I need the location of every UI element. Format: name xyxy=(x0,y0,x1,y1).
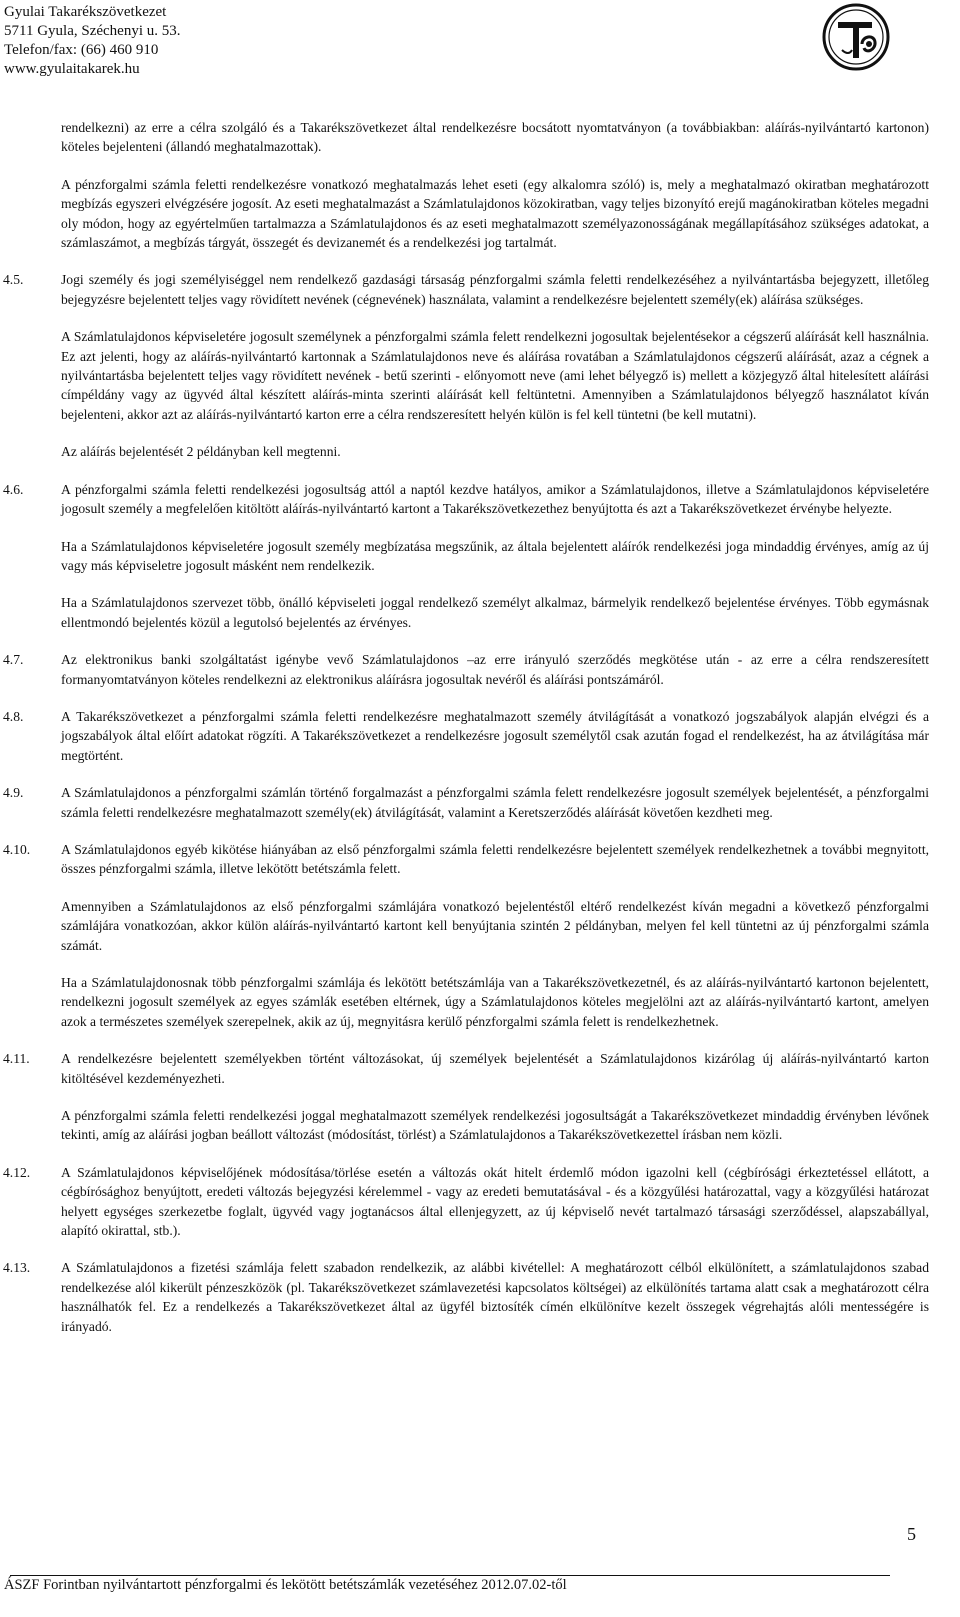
page-number: 5 xyxy=(907,1524,916,1544)
paragraph xyxy=(61,897,929,955)
section-4-6 xyxy=(3,480,929,519)
section-4-10 xyxy=(3,840,929,879)
org-address: 5711 Gyula, Széchenyi u. 53. xyxy=(4,23,181,39)
org-phone: Telefon/fax: (66) 460 910 xyxy=(4,42,159,58)
paragraph-text: A Számlatulajdonos a pénzforgalmi számlán történő forgalmazást a pénzforgalmi számla felett rendelkezésre jogosult személyek bejelentését, a pénzforgalmi számla feletti rendelkezésre meghatalmazott személy(ek) átvilágítását, valamint a Keretszerződés aláírását követően kezdheti meg. xyxy=(61,785,929,820)
paragraph-text: Az elektronikus banki szolgáltatást igénybe vevő Számlatulajdonos –az erre irányuló szerződés megkötése után - az erre a célra rendszeresített formanyomtatványon köteles rendelkezni az elektronikus aláírásra jogosultak nevéről és aláírási pontszámáról. xyxy=(61,652,929,687)
paragraph-text: A Takarékszövetkezet a pénzforgalmi számla feletti rendelkezésre meghatalmazott személy átvilágítását a vonatkozó jogszabályok alapján elvégzi és a jogszabályok által előírt adatokat rögzíti. A Takarékszövetkezet a rendelkezésre jogosult személytől csak azután fogad el rendelkezést, ha az átvilágítása már megtörtént. xyxy=(61,708,929,763)
paragraph xyxy=(61,442,929,461)
section-4-11 xyxy=(3,1049,929,1088)
paragraph-text: A pénzforgalmi számla feletti rendelkezési jogosultság attól a naptól kezdve hatályos, amikor a Számlatulajdonos, illetve a Számlatulajdonos képviseletére jogosult személy a megfelelően kitöltött aláírás-nyilvántartó kartont a Takarékszövetkezethez benyújtotta és azt a Takarékszövetkezet érvénybe helyezte. xyxy=(61,481,929,517)
paragraph xyxy=(61,1106,929,1145)
section-number: 4.13. xyxy=(3,1260,31,1276)
paragraph-text: A pénzforgalmi számla feletti rendelkezési joggal meghatalmazott személyek rendelkezési jogosultságát a Takarékszövetkezet mindaddig érvényben lévőnek tekinti, amíg az aláírási jogban beállott változást (módosítást, törlést) a Számlatulajdonos a Takarékszövetkezettel írásban nem közli. xyxy=(61,1108,929,1143)
org-name: Gyulai Takarékszövetkezet xyxy=(4,4,167,20)
paragraph-text: Ha a Számlatulajdonos szervezet több, önálló képviseleti joggal rendelkező személyt alkalmaz, bármelyik rendelkező bejelentése érvényes. Több egymásnak ellentmondó bejelentés közül a legutolsó bejelentés az érvényes. xyxy=(61,595,929,630)
section-4-12 xyxy=(3,1163,929,1241)
paragraph-text: Az aláírás bejelentését 2 példányban kell megtenni. xyxy=(61,444,341,460)
paragraph xyxy=(61,327,929,424)
paragraph-text: A rendelkezésre bejelentett személyekben történt változásokat, új személyek bejelentését a Számlatulajdonos kizárólag új aláírás-nyilvántartó karton kitöltésével kezdeményezheti. xyxy=(61,1051,929,1086)
section-4-13 xyxy=(3,1258,929,1336)
section-number: 4.12. xyxy=(3,1164,31,1180)
section-4-8 xyxy=(3,707,929,765)
footer-text: ÁSZF Forintban nyilvántartott pénzforgalmi és lekötött betétszámlák vezetéséhez 2012.07.02-től xyxy=(4,1577,567,1593)
paragraph-text: Ha a Számlatulajdonos képviseletére jogosult személy megbízatása megszűnik, az általa bejelentett aláírók rendelkezési joga mindaddig érvényes, amíg az új vagy más képviseletre jogosult másként nem rendelkezik. xyxy=(61,538,929,573)
paragraph xyxy=(61,973,929,1031)
paragraph xyxy=(61,593,929,632)
section-number: 4.7. xyxy=(3,652,24,668)
section-4-9 xyxy=(3,783,929,822)
takarekszovetkezet-logo-icon xyxy=(822,0,890,74)
document-body xyxy=(3,118,929,1354)
paragraph-text: rendelkezni) az erre a célra szolgáló és a Takarékszövetkezet által rendelkezésre bocsátott nyomtatványon (a továbbiakban: aláírás-nyilvántartó kartonon) köteles bejelenteni (állandó meghatalmazottak). xyxy=(61,120,929,155)
paragraph-text: A Számlatulajdonos képviseletére jogosult személynek a pénzforgalmi számla felett rendelkezni jogosultak bejelentésekor a cégszerű aláírását kell használnia. Ez azt jelenti, hogy az aláírás-nyilvántartó kartonnak a Számlatulajdonos neve és aláírása rovatában a Számlatulajdonos cégszerű aláírását, azaz a cégnek a nyilvántartásba bejelentett teljes vagy rövidített nevének - betű szerinti - előnyomott neve (ami lehet bélyegző is) mellett a közjegyző által hitelesített aláírási címpéldány vagy az ügyvéd által készített aláírás-minta szerinti aláírását kell feltüntetni. Amennyiben a Számlatulajdonos bélyegző használatot kíván bejelenteni, akkor azt az aláírás-nyilvántartó karton erre a célra rendszeresített helyén külön is fel kell tüntetni (be kell mutatni). xyxy=(61,329,929,422)
paragraph-text: A pénzforgalmi számla feletti rendelkezésre vonatkozó meghatalmazás lehet eseti (egy alkalomra szóló) is, mely a meghatalmazó okiratban meghatározott megbízás egyszeri elvégzésére jogosít. Az eseti meghatalmazást a Számlatulajdonos közokiratban, vagy teljes bizonyító erejű magánokiratban köteles megadni oly módon, hogy az egyértelműen tartalmazza a Számlatulajdonos és az eseti meghatalmazott személyazonosságának megállapításához szükséges adatokat, a számlaszámot, a megbízás tárgyát, összegét és devizanemét és a rendelkezési jog tartalmát. xyxy=(61,176,929,251)
paragraph-text: Jogi személy és jogi személyiséggel nem rendelkező gazdasági társaság pénzforgalmi számla feletti rendelkezéséhez a nyilvántartásba bejegyzett, illetőleg bejegyzésre bejelentett teljes vagy rövidített nevének (cégnevének) használata, valamint a rendelkezésre bejelentett személy(ek) aláírása szükséges. xyxy=(61,272,929,307)
paragraph-text: A Számlatulajdonos egyéb kikötése hiányában az első pénzforgalmi számla feletti rendelkezésre bejelentett személyek rendelkezhetnek a további megnyitott, összes pénzforgalmi számla, illetve lekötött betétszámla felett. xyxy=(61,841,929,877)
paragraph xyxy=(61,118,929,157)
section-number: 4.9. xyxy=(3,785,24,801)
paragraph xyxy=(61,175,929,253)
section-number: 4.11. xyxy=(3,1051,30,1067)
section-number: 4.8. xyxy=(3,708,24,724)
section-4-5 xyxy=(3,270,929,309)
paragraph xyxy=(61,537,929,576)
letterhead xyxy=(4,3,181,79)
footer-divider xyxy=(10,1575,890,1576)
paragraph-text: Ha a Számlatulajdonosnak több pénzforgalmi számlája és lekötött betétszámlája van a Takarékszövetkezetnél, és az aláírás-nyilvántartó kartonon bejelentett, rendelkezni jogosult személyek az egyes számlák esetében eltérnek, úgy a Számlatulajdonos köteles megjelölni azt az aláírás-nyilvántartó kartont, amelyen azok a természetes személyek szerepelnek, akik az új, megnyitásra kerülő pénzforgalmi számla felett is rendelkezhetnek. xyxy=(61,975,929,1029)
paragraph-text: A Számlatulajdonos a fizetési számlája felett szabadon rendelkezik, az alábbi kivétellel: A meghatározott célból elkülönített, a számlatulajdonos szabad rendelkezése alól kikerült pénzeszközök (pl. Takarékszövetkezet számlavezetési kapcsolatos költségei) az elkülönítés tartama alatt csak a meghatározott célra használhatók fel. Ez a rendelkezés a Takarékszövetkezet által az ügyfél biztosíték címén elkülönítve kezelt összegek végrehajtás alóli mentességére is irányadó. xyxy=(61,1260,929,1334)
paragraph-text: Amennyiben a Számlatulajdonos az első pénzforgalmi számlájára vonatkozó bejelentéstől eltérő rendelkezést kíván megadni a következő pénzforgalmi számlájára vonatkozóan, akkor külön aláírás-nyilvántartó kartont kell benyújtania szintén 2 példányban, melyen fel kell tüntetni az új pénzforgalmi számla számát. xyxy=(61,898,929,953)
section-number: 4.6. xyxy=(3,481,24,497)
section-number: 4.10. xyxy=(3,841,31,857)
org-website[interactable]: www.gyulaitakarek.hu xyxy=(4,61,140,77)
section-number: 4.5. xyxy=(3,272,24,288)
section-4-7 xyxy=(3,650,929,689)
paragraph-text: A Számlatulajdonos képviselőjének módosítása/törlése esetén a változás okát hitelt érdemlő módon igazolni kell (cégbírósági érkeztetéssel ellátott, a cégbírósághoz benyújtott, eredeti változás bejegyzési kérelemmel - vagy az eredeti bemutatásával - és a közgyűlési határozattal, vagy a közgyűlési határozat helyett egységes szerkezetbe foglalt, ügyvéd vagy jogtanácsos által ellenjegyzett, az új képviselő nevét tartalmazó társasági szerződéssel, alapszabállyal, alapító okirattal, stb.). xyxy=(61,1164,929,1239)
